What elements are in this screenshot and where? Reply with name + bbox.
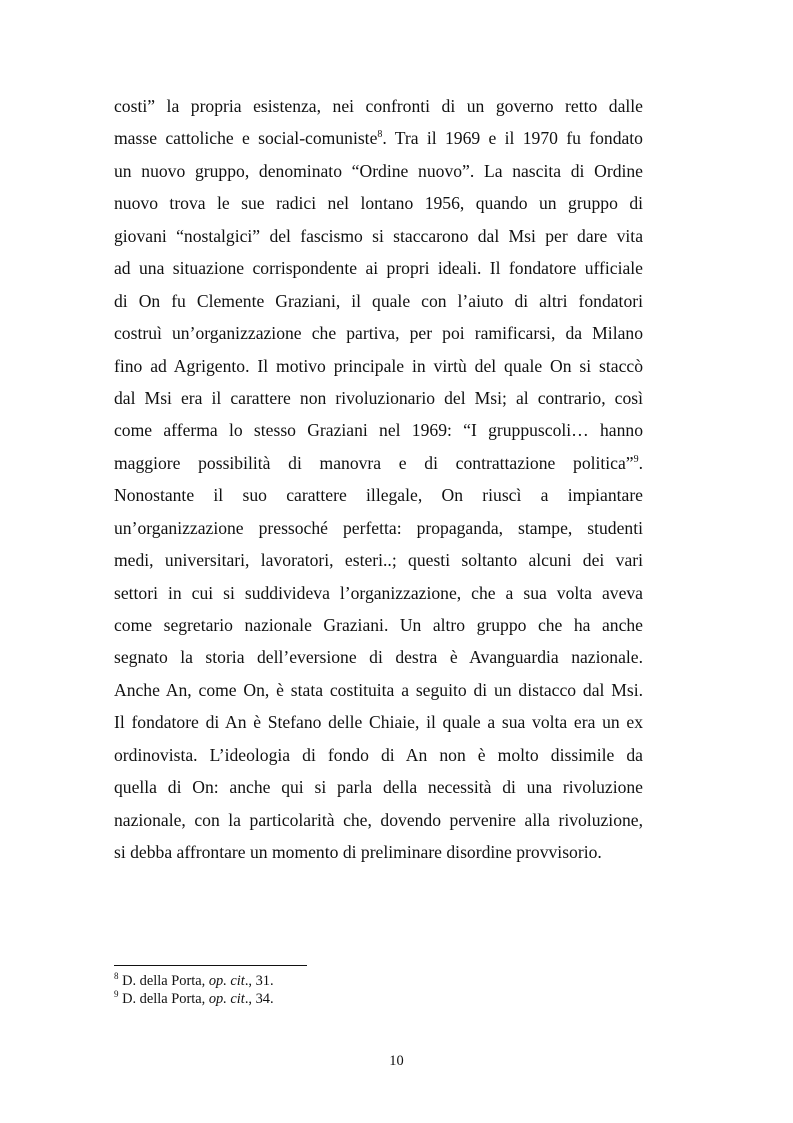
body-text — [114, 90, 643, 869]
footnote-number: 8 — [114, 971, 119, 982]
footnote-text: D. della Porta, — [118, 991, 209, 1007]
text-line — [114, 122, 643, 154]
text-line: nuovo trova le sue radici nel lontano 1956, quando un gruppo di — [114, 193, 643, 214]
footnote-italic: op. cit — [208, 991, 245, 1007]
text-line: ordinovista. L’ideologia di fondo di An non è molto dissimile da — [114, 744, 643, 765]
text-line: un nuovo gruppo, denominato “Ordine nuovo”. La nascita di Ordine — [114, 160, 643, 181]
footnote-text: ., 31. — [244, 973, 274, 989]
text-line: quella di On: anche qui si parla della necessità di una rivoluzione — [114, 777, 643, 798]
footnote-ref-8[interactable]: 8 — [377, 129, 383, 141]
text-line: giovani “nostalgici” del fascismo si staccarono dal Msi per dare vita — [114, 225, 643, 246]
footnote-separator — [114, 965, 307, 966]
text-line: dal Msi era il carattere non rivoluzionario del Msi; al contrario, così — [114, 387, 643, 408]
footnote-number: 9 — [114, 989, 119, 1000]
text-line: medi, universitari, lavoratori, esteri..; questi soltanto alcuni dei vari — [114, 550, 643, 571]
text-line: come afferma lo stesso Graziani nel 1969: “I gruppuscoli… hanno — [114, 420, 643, 441]
text-line: settori in cui si suddivideva l’organizzazione, che a sua volta aveva — [114, 582, 643, 603]
footnote-9 — [114, 990, 643, 1008]
text-line: Nonostante il suo carattere illegale, On riuscì a impiantare — [114, 485, 643, 506]
page-number: 10 — [389, 1053, 404, 1069]
footnotes — [114, 972, 643, 1008]
text-line: ad una situazione corrispondente ai propri ideali. Il fondatore ufficiale — [114, 258, 643, 279]
text-line: Il fondatore di An è Stefano delle Chiaie, il quale a sua volta era un ex — [114, 712, 643, 733]
text-fragment: maggiore possibilità di manovra e di contrattazione politica” — [114, 452, 634, 473]
text-line: si debba affrontare un momento di preliminare disordine provvisorio. — [114, 842, 602, 863]
text-fragment: masse cattoliche e social-comuniste — [114, 128, 378, 149]
footnote-8 — [114, 972, 643, 990]
text-line: nazionale, con la particolarità che, dovendo pervenire alla rivoluzione, — [114, 809, 643, 830]
footnote-italic: op. cit — [208, 973, 245, 989]
text-line: di On fu Clemente Graziani, il quale con l’aiuto di altri fondatori — [114, 290, 643, 311]
text-line: costruì un’organizzazione che partiva, per poi ramificarsi, da Milano — [114, 323, 643, 344]
text-fragment: . — [638, 452, 643, 473]
text-line: fino ad Agrigento. Il motivo principale in virtù del quale On si staccò — [114, 355, 643, 376]
footnote-text: D. della Porta, — [118, 973, 209, 989]
footnote-text: ., 34. — [244, 991, 274, 1007]
text-line: segnato la storia dell’eversione di destra è Avanguardia nazionale. — [114, 647, 643, 668]
text-line: un’organizzazione pressoché perfetta: propaganda, stampe, studenti — [114, 517, 643, 538]
text-line: Anche An, come On, è stata costituita a seguito di un distacco dal Msi. — [114, 679, 643, 700]
text-line — [114, 447, 643, 479]
footnote-ref-9[interactable]: 9 — [633, 453, 639, 465]
text-fragment: . Tra il 1969 e il 1970 fu fondato — [382, 128, 643, 149]
text-line: come segretario nazionale Graziani. Un altro gruppo che ha anche — [114, 615, 643, 635]
text-line: costi” la propria esistenza, nei confronti di un governo retto dalle — [114, 96, 643, 116]
